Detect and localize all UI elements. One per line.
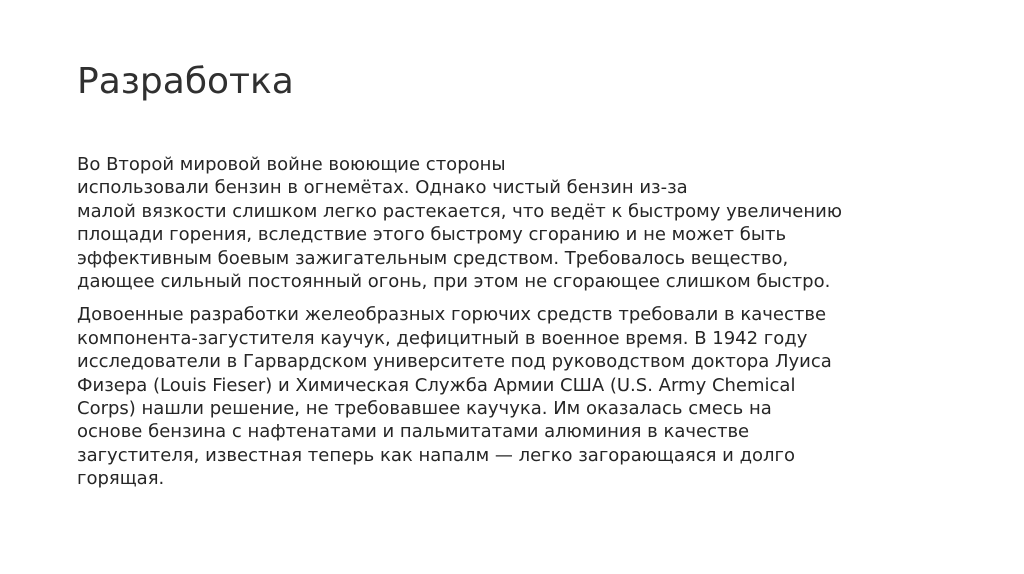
text-line: дающее сильный постоянный огонь, при этом не сгорающее слишком быстро. bbox=[77, 271, 831, 293]
text-line: горящая. bbox=[77, 468, 165, 490]
slide-title: Разработка bbox=[77, 61, 294, 102]
text-line: компонента-загустителя каучук, дефицитный в военное время. В 1942 году bbox=[77, 327, 808, 349]
text-line: площади горения, вследствие этого быстрому сгоранию и не может быть bbox=[77, 224, 787, 246]
paragraph-2 bbox=[77, 303, 967, 490]
text-line: малой вязкости слишком легко растекается, что ведёт к быстрому увеличению bbox=[77, 200, 842, 222]
text-line: Физера (Louis Fieser) и Химическая Служба Армии США (U.S. Army Chemical bbox=[77, 374, 796, 396]
text-line: исследователи в Гарвардском университете под руководством доктора Луиса bbox=[77, 351, 832, 373]
text-line: основе бензина с нафтенатами и пальмитатами алюминия в качестве bbox=[77, 421, 750, 443]
text-line: Corps) нашли решение, не требовавшее каучука. Им оказалась смесь на bbox=[77, 398, 772, 420]
text-line: Во Второй мировой войне воюющие стороны bbox=[77, 154, 506, 175]
slide-body bbox=[77, 153, 967, 501]
paragraph-1 bbox=[77, 153, 967, 293]
text-line: Довоенные разработки желеобразных горючих средств требовали в качестве bbox=[77, 304, 827, 326]
text-line: загустителя, известная теперь как напалм — легко загорающаяся и долго bbox=[77, 444, 796, 466]
text-line: эффективным боевым зажигательным средством. Требовалось вещество, bbox=[77, 247, 789, 269]
text-line: использовали бензин в огнемётах. Однако чистый бензин из-за bbox=[77, 177, 688, 199]
